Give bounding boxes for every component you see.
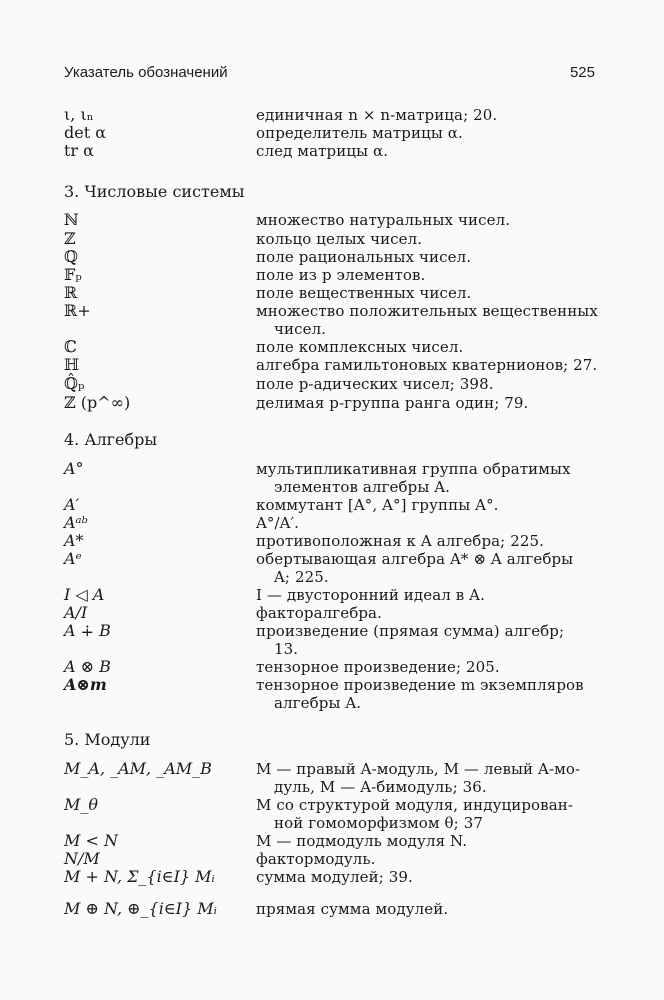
description-continuation: A; 225.: [274, 568, 329, 586]
page-number: 525: [569, 64, 595, 81]
description: множество положительных вещественных: [256, 302, 598, 320]
description: тензорное произведение; 205.: [256, 658, 500, 676]
section-heading-number-systems: 3. Числовые системы: [64, 182, 245, 201]
symbol: ℤ: [64, 229, 76, 248]
symbol: ι, ιₙ: [64, 105, 94, 124]
symbol: 𝔽ₚ: [64, 265, 82, 284]
symbol: A ⊗ B: [64, 657, 111, 676]
description-continuation: элементов алгебры A.: [274, 478, 451, 496]
symbol: ℂ: [64, 337, 77, 356]
entry-continuation: [0, 694, 664, 714]
entry-continuation: [0, 778, 664, 798]
symbol: ℍ: [64, 355, 80, 374]
entry-continuation: [0, 320, 664, 340]
description: мультипликативная группа обратимых: [256, 460, 571, 478]
description: M — правый A-модуль, M — левый A-мо-: [256, 760, 581, 778]
symbol: A⊗m: [64, 675, 107, 694]
symbol: Aᵉ: [64, 549, 82, 568]
entry: [0, 266, 664, 286]
description-continuation: дуль, M — A-бимодуль; 36.: [274, 778, 487, 796]
description: фактормодуль.: [256, 850, 376, 868]
description: A°/A′.: [256, 514, 299, 532]
symbol: tr α: [64, 141, 94, 160]
description-continuation: 13.: [274, 640, 299, 658]
description: факторалгебра.: [256, 604, 382, 622]
description: определитель матрицы α.: [256, 124, 463, 142]
symbol: A°: [64, 459, 84, 478]
symbol: A′: [64, 495, 80, 514]
entry-trace: [0, 142, 664, 162]
symbol: ℚ̂ₚ: [64, 374, 85, 393]
entry: [0, 586, 664, 606]
symbol: M + N, Σ_{i∈I} Mᵢ: [64, 867, 215, 886]
symbol: A*: [64, 531, 84, 550]
symbol: ℕ: [64, 210, 79, 229]
description: противоположная к A алгебра; 225.: [256, 532, 545, 550]
entry: [0, 622, 664, 642]
symbol: A/I: [64, 603, 88, 622]
description: тензорное произведение m экземпляров: [256, 676, 584, 694]
description: делимая p-группа ранга один; 79.: [256, 394, 529, 412]
section-heading-algebras: 4. Алгебры: [64, 430, 158, 449]
symbol: ℝ+: [64, 301, 91, 320]
entry: [0, 514, 664, 534]
symbol: M < N: [64, 831, 118, 850]
entry: [0, 248, 664, 268]
entry: [0, 760, 664, 780]
description: единичная n × n-матрица; 20.: [256, 106, 498, 124]
description: M со структурой модуля, индуцирован-: [256, 796, 574, 814]
entry: [0, 496, 664, 516]
description: поле из p элементов.: [256, 266, 426, 284]
entry-determinant: [0, 124, 664, 144]
symbol: ℚ: [64, 247, 78, 266]
symbol: M ⊕ N, ⊕_{i∈I} Mᵢ: [64, 899, 217, 918]
description: M — подмодуль модуля N.: [256, 832, 468, 850]
entry: [0, 375, 664, 395]
entry: [0, 394, 664, 414]
entry: [0, 532, 664, 552]
section-heading-modules: 5. Модули: [64, 730, 151, 749]
entry: [0, 676, 664, 696]
running-header-title: Указатель обозначений: [64, 64, 228, 81]
entry: [0, 284, 664, 304]
description-continuation: чисел.: [274, 320, 327, 338]
entry: [0, 211, 664, 231]
entry: [0, 356, 664, 376]
entry: [0, 338, 664, 358]
description-continuation: алгебры A.: [274, 694, 362, 712]
description: I — двусторонний идеал в A.: [256, 586, 485, 604]
symbol: ℤ (p^∞): [64, 393, 131, 412]
symbol: I ◁ A: [64, 585, 105, 604]
entry: [0, 230, 664, 250]
description: алгебра гамильтоновых кватернионов; 27.: [256, 356, 598, 374]
entry: [0, 796, 664, 816]
description: поле p-адических чисел; 398.: [256, 375, 494, 393]
entry: [0, 302, 664, 322]
description: поле вещественных чисел.: [256, 284, 472, 302]
description-continuation: ной гомоморфизмом θ; 37: [274, 814, 483, 832]
entry: [0, 900, 664, 920]
description: поле рациональных чисел.: [256, 248, 472, 266]
description: кольцо целых чисел.: [256, 230, 423, 248]
description: коммутант [A°, A°] группы A°.: [256, 496, 499, 514]
symbol: Aᵃᵇ: [64, 513, 88, 532]
symbol: M_θ: [64, 795, 99, 814]
description: поле комплексных чисел.: [256, 338, 464, 356]
description: след матрицы α.: [256, 142, 389, 160]
symbol: det α: [64, 123, 107, 142]
description: произведение (прямая сумма) алгебр;: [256, 622, 565, 640]
entry: [0, 460, 664, 480]
description: обертывающая алгебра A* ⊗ A алгебры: [256, 550, 574, 568]
description: прямая сумма модулей.: [256, 900, 449, 918]
symbol: A ∔ B: [64, 621, 111, 640]
symbol: N/M: [64, 849, 100, 868]
entry: [0, 868, 664, 888]
symbol: M_A, _AM, _AM_B: [64, 759, 212, 778]
entry: [0, 550, 664, 570]
description: множество натуральных чисел.: [256, 211, 511, 229]
description: сумма модулей; 39.: [256, 868, 413, 886]
entry-continuation: [0, 478, 664, 498]
symbol: ℝ: [64, 283, 78, 302]
